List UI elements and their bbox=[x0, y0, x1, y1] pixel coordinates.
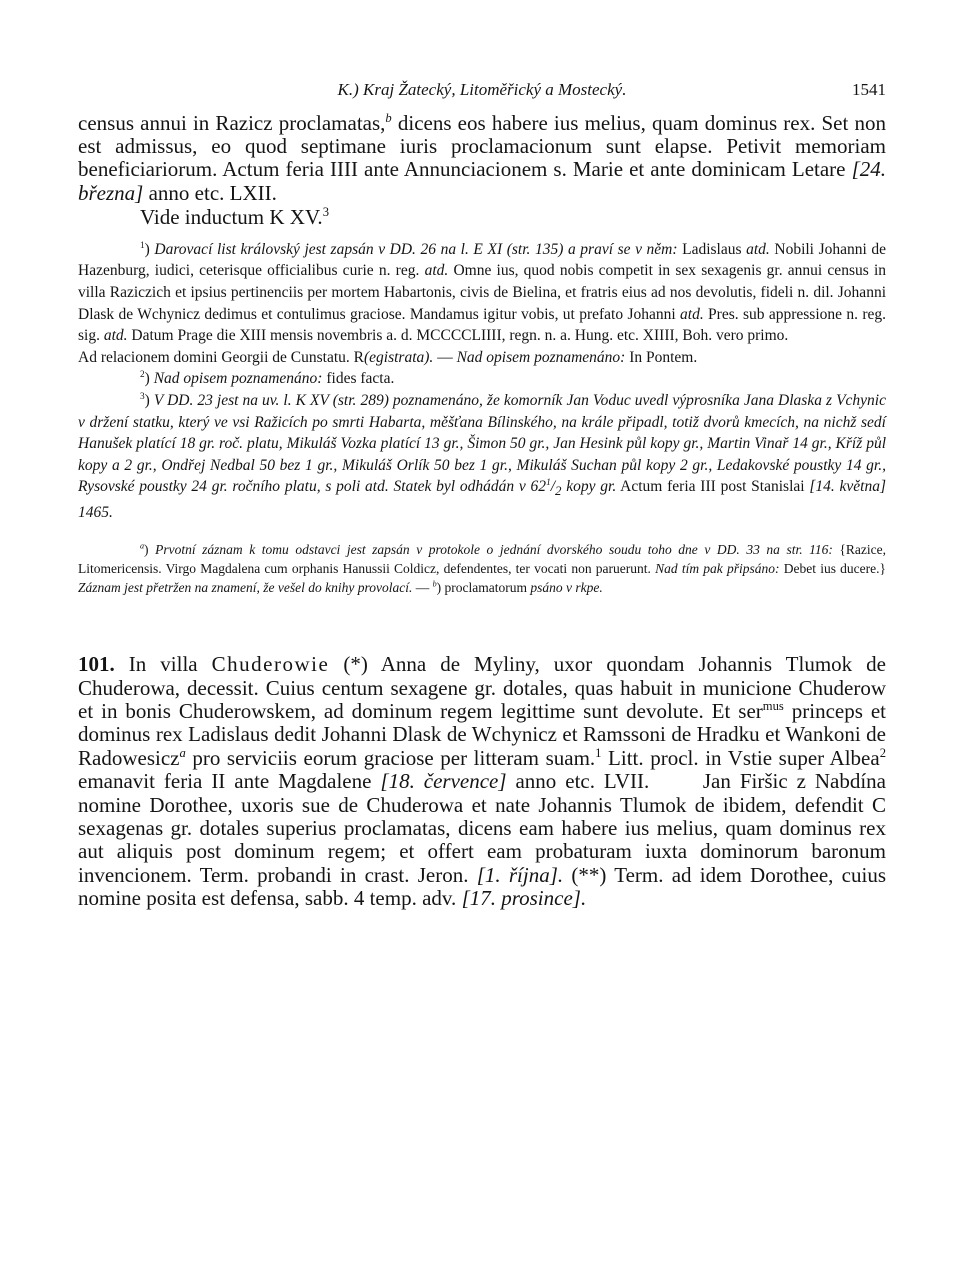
footnote-1-relacio-text: Ad relacionem domini Georgii de Cunstatu. R bbox=[78, 348, 364, 366]
footnotes bbox=[78, 239, 886, 524]
footnote-2-text: fides facta. bbox=[322, 370, 395, 388]
footnote-2: $^2$) Nad opisem poznamenáno: fides facta. bbox=[140, 370, 395, 388]
continuation-text-a: census annui in Razicz proclamatas, bbox=[78, 111, 386, 135]
variant-note-italic-3: Záznam jest přetržen na znamení, že vešel do knihy provolací. bbox=[78, 580, 413, 596]
continuation-date: [24. března] bbox=[78, 157, 886, 205]
variant-note-mark-a: a bbox=[140, 541, 145, 551]
document-page bbox=[78, 78, 892, 911]
variant-mark-b: b bbox=[385, 111, 392, 125]
variant-note: $^a$) Prvotní záznam k tomu odstavci jest zapsán v protokole o jednání dvorského soudu toho dne v DD. 33 na str. 116: {Razice, Litomericensis. Virgo Magdalena cum orphanis Hanussii Coldicz, defendentes, ter vocati non paruerunt. Nad tím pak připsáno: Debet ius ducere.} Záznam jest přetržen na znamení, že vešel do knihy provolací. — $^b$) proclamatorum psáno v rkpe. bbox=[78, 541, 887, 596]
footnote-3-date: [14. května] 1465. bbox=[78, 478, 887, 522]
entry-text-4: pro serviciis eorum graciose per litteram suam. bbox=[185, 745, 596, 770]
footnote-1-atd-3: atd. bbox=[680, 305, 704, 323]
footnote-3-frac-den: 2 bbox=[555, 483, 562, 499]
entry-text-5: Litt. procl. in Vstie super Albea bbox=[601, 745, 880, 770]
footnote-1-italic: Darovací list královský jest zapsán v DD. 26 na l. E XI (str. 135) a praví se v něm: bbox=[154, 240, 678, 258]
variant-note-dash: — bbox=[412, 580, 433, 596]
variant-note-text-3: ) proclamatorum bbox=[436, 580, 531, 596]
footnote-3-italic-2: kopy gr. bbox=[561, 478, 617, 496]
entry-text-2: (*) Anna de Myliny, uxor quondam Johannis Tlumok de Chuderowa, decessit. Cuius centum sexagene gr. dotales, quas habuit in municione Chuderow et in bonis Chuderowskem, ad dominum regem legittime sunt devolute. Et ser bbox=[78, 652, 886, 724]
vide-footnote-ref: 3 bbox=[322, 204, 329, 219]
footnote-3-frac-num: 1 bbox=[546, 478, 551, 489]
variant-note-italic-1: Prvotní záznam k tomu odstavci jest zapsán v protokole o jednání dvorského soudu toho dne v DD. 33 na str. 116: bbox=[155, 541, 833, 557]
footnote-2-number: 2 bbox=[140, 370, 145, 381]
entry-place-name: Chuderowie bbox=[211, 652, 330, 677]
footnote-1-atd-2: atd. bbox=[424, 262, 449, 280]
entry-date-1: [18. července] bbox=[380, 769, 507, 794]
footnote-1-text-2: Nobili Johanni de Hazenburg, iudici, ceterisque officialibus curie n. reg. bbox=[78, 240, 886, 280]
footnote-1-text-4: Pres. sub appressione n. reg. sig. bbox=[78, 305, 886, 345]
entry-date-2: [1. října]. bbox=[476, 862, 564, 887]
footnote-1-opis-italic: Nad opisem poznamenáno: bbox=[456, 348, 626, 366]
footnote-3-text: Actum feria III post Stanislai bbox=[616, 478, 810, 496]
footnote-1-relacio bbox=[78, 347, 886, 369]
footnote-1-atd-1: atd. bbox=[746, 240, 770, 258]
continuation-paragraph bbox=[78, 112, 886, 205]
entry-footnote-ref-1: 1 bbox=[595, 745, 602, 760]
footnote-1-number: 1 bbox=[140, 240, 145, 251]
footnote-1-in-pontem: In Pontem. bbox=[625, 348, 698, 366]
running-title: K.) Kraj Žatecký, Litoměřický a Mostecký. bbox=[337, 80, 627, 99]
variant-note-mark-b: b bbox=[432, 579, 437, 589]
footnote-1-text-3: Omne ius, quod nobis competit in sex sexagenis gr. annui census in villa Raziczich et ipsius pertinenciis per mortem Habartonis, civis de Bielina, et fratris eius ad nos devolutis, fideli n. dil. Johanni Dlask de Wchynicz dedimus et contulimus graciose. Mandamus igitur vobis, ut prefato Johanni bbox=[78, 262, 887, 323]
footnote-2-italic: Nad opisem poznamenáno: bbox=[153, 370, 323, 388]
entry-variant-mark-a: a bbox=[179, 745, 186, 760]
running-header bbox=[78, 78, 886, 112]
entry-text-6: emanavit feria II ante Magdalene bbox=[78, 769, 381, 794]
variant-note-italic-2: Nad tím pak připsáno: bbox=[655, 560, 780, 576]
entry-sup-mus: mus bbox=[762, 699, 784, 714]
entry-text-8: (**) Term. ad idem Dorothee, cuius nomine posita est defensa, sabb. 4 temp. adv. bbox=[78, 862, 886, 911]
variant-note-text-1: {Razice, Litomericensis. Virgo Magdalena cum orphanis Hanussii Coldicz, defendentes, ter vocati non paruerunt. bbox=[78, 541, 887, 576]
variant-note-italic-4: psáno v rkpe. bbox=[530, 580, 603, 596]
footnote-3-number: 3 bbox=[140, 391, 145, 402]
footnote-1-registrata: (egistrata). bbox=[364, 348, 434, 366]
footnote-3: $^3$) V DD. 23 jest na uv. l. K XV (str. 289) poznamenáno, že komorník Jan Voduc uvedl výprosníka Jana Dlaska z Vchynic v držení statku, který ve vsi Ražicích po smrti Habarta, měšťana Bílinského, na krále připadl, totiž dvorů kmecích, na nichž sedí Hanušek platící 18 gr. roč. platu, Mikuláš Vozka platící 13 gr., Šimon 50 gr., Jan Hesink půl kopy gr., Martin Vinař 14 gr., Kříž půl kopy a 2 gr., Ondřej Nedbal 50 bez 1 gr., Mikuláš Orlík 50 bez 1 gr., Mikuláš Suchan půl kopy 2 gr., Ledakovské poustky 14 gr., Rysovské poustky 24 gr. ročního platu, s poli atd. Statek byl odhádán v $62^1/_2$ kopy gr. Actum feria III post Stanislai [14. května] 1465. bbox=[78, 391, 887, 522]
vide-line bbox=[140, 205, 886, 229]
footnote-1-text-5: Datum Prage die XIII mensis novembris a. d. MCCCCLIIII, regn. n. a. Hung. etc. XIIII, Boh. vero primo. bbox=[127, 327, 789, 345]
footnote-3-italic: V DD. 23 jest na uv. l. K XV (str. 289) poznamenáno, že komorník Jan Voduc uvedl výprosníka Jana Dlaska z Vchynic v držení statku, který ve vsi Ražicích po smrti Habarta, měšťana Bílinského, na krále připadl, totiž dvorů kmecích, na nichž sedí Hanušek platící 18 gr. roč. platu, Mikuláš Vozka platící 13 gr., Šimon 50 gr., Jan Hesink půl kopy gr., Martin Vinař 14 gr., Kříž půl kopy a 2 gr., Ondřej Nedbal 50 bez 1 gr., Mikuláš Orlík 50 bez 1 gr., Mikuláš Suchan půl kopy 2 gr., Ledakovské poustky 14 gr., Rysovské poustky 24 gr. ročního platu, s poli atd. Statek byl odhádán v 62 bbox=[78, 391, 886, 496]
entry-101 bbox=[78, 652, 892, 911]
entry-footnote-ref-2: 2 bbox=[879, 745, 886, 760]
entry-date-3: [17. prosince]. bbox=[461, 886, 587, 911]
entry-number: 101. bbox=[78, 652, 115, 677]
entry-text-1: In villa bbox=[114, 652, 212, 677]
entry-text-3: princeps et dominus rex Ladislaus dedit Johanni Dlask de Wchynicz et Ramssoni de Hradku et Wankoni de Radowesicz bbox=[78, 699, 887, 770]
continuation-text-b: dicens eos habere ius melius, quam dominus rex. Set non est admissus, eo quod septimane iuris proclamacionum sunt elapse. Petivit memoriam beneficiariorum. Actum feria IIII ante Annunciacionem s. Marie et ante dominicam Letare bbox=[78, 111, 886, 182]
page-number: 1541 bbox=[852, 80, 886, 99]
entry-text-7: anno etc. LVII. Jan Firšic z Nabdína nomine Dorothee, uxoris sue de Chuderowa et nate Johannis Tlumok de ibidem, defendit C sexagenas gr. dotales superius proclamatas, dicens eam habere ius melius, quam dominus rex aut aliquis post dominum regem; et offert eam probaturam iuxta dominorum baronum invencionem. Term. probandi in crast. Jeron. bbox=[78, 769, 892, 887]
footnote-1-text: Ladislaus bbox=[677, 240, 747, 258]
footnote-1-atd-4: atd. bbox=[103, 327, 128, 345]
variant-note-text-2: Debet ius ducere.} bbox=[779, 560, 886, 576]
vide-text: Vide inductum K XV. bbox=[140, 204, 323, 229]
footnote-1: $^1$) Darovací list královský jest zapsán v DD. 26 na l. E XI (str. 135) a praví se v něm: Ladislaus atd. Nobili Johanni de Hazenburg, iudici, ceterisque officialibus curie n. reg. atd. Omne ius, quod nobis competit in sex sexagenis gr. annui census in villa Raziczich et ipsius pertinenciis per mortem Habartonis, civis de Bielina, et fratris eius ad nos devolutis, fideli n. dil. Johanni Dlask de Wchynicz dedimus et contulimus graciose. Mandamus igitur vobis, ut prefato Johanni atd. Pres. sub appressione n. reg. sig. atd. Datum Prage die XIII mensis novembris a. d. MCCCCLIIII, regn. n. a. Hung. etc. XIIII, Boh. vero primo. bbox=[78, 240, 887, 345]
continuation-text-c: anno etc. LXII. bbox=[143, 180, 277, 205]
footnote-1-dash: — bbox=[433, 348, 457, 366]
